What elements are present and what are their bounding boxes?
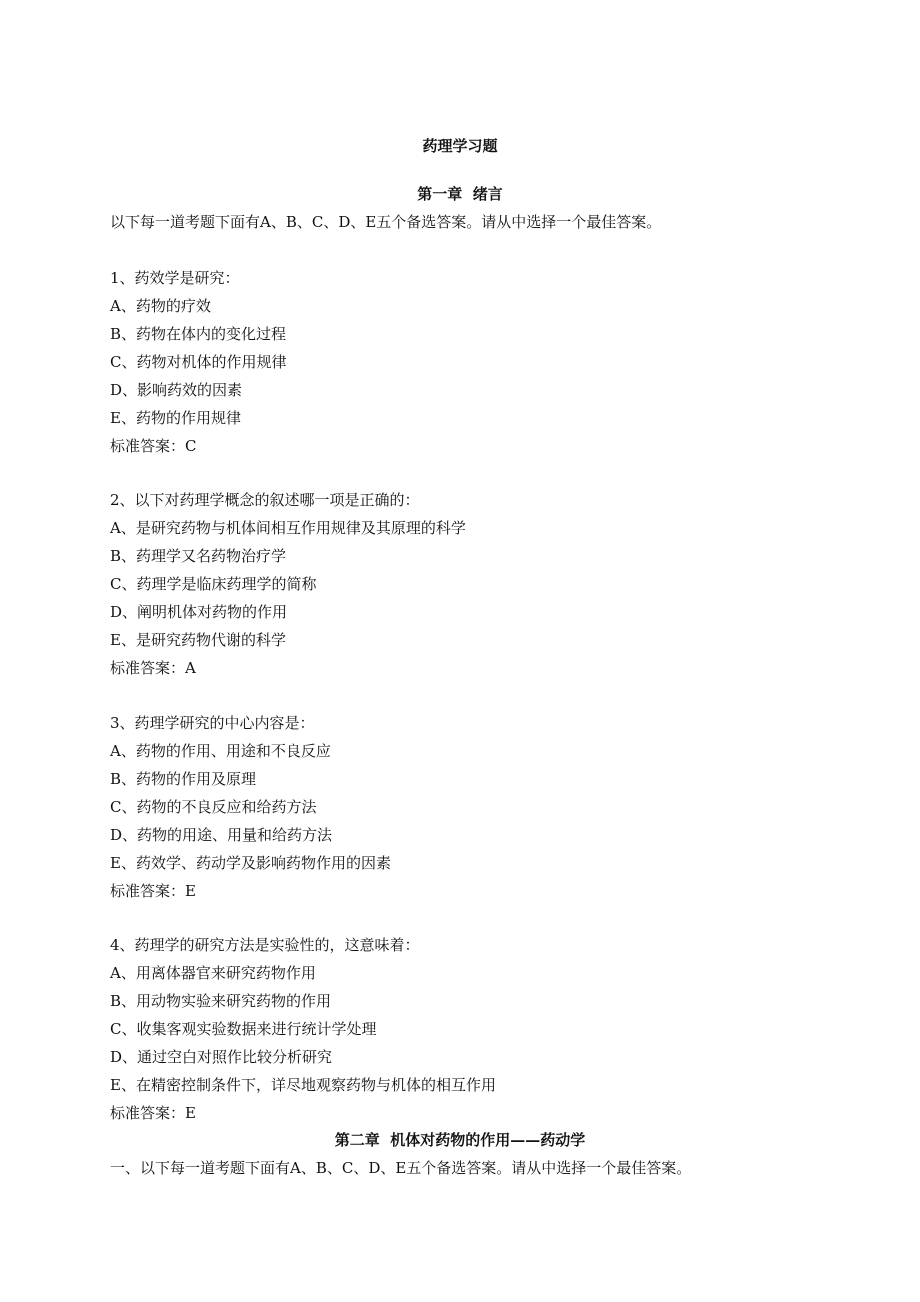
- question-option: E、是研究药物代谢的科学: [110, 631, 286, 649]
- question-answer: 标准答案：E: [110, 882, 196, 900]
- question-option: C、药物的不良反应和给药方法: [110, 798, 317, 816]
- question-option: D、通过空白对照作比较分析研究: [110, 1048, 333, 1066]
- chapter2-instruction: 一、以下每一道考题下面有A、B、C、D、E五个备选答案。请从中选择一个最佳答案。: [110, 1159, 692, 1177]
- chapter1-heading: 第一章 绪言: [417, 185, 503, 203]
- question-option: A、药物的疗效: [110, 297, 211, 315]
- question-stem: 4、药理学的研究方法是实验性的，这意味着：: [110, 936, 420, 954]
- question-option: A、药物的作用、用途和不良反应: [110, 742, 331, 760]
- question-option: D、影响药效的因素: [110, 381, 243, 399]
- question-option: B、药物的作用及原理: [110, 770, 257, 788]
- question-answer: 标准答案：E: [110, 1104, 196, 1122]
- question-option: E、药物的作用规律: [110, 409, 241, 427]
- question-answer: 标准答案：A: [110, 659, 196, 677]
- question-option: E、在精密控制条件下，详尽地观察药物与机体的相互作用: [110, 1076, 496, 1094]
- question-option: B、用动物实验来研究药物的作用: [110, 992, 332, 1010]
- question-option: B、药物在体内的变化过程: [110, 325, 287, 343]
- question-option: A、是研究药物与机体间相互作用规律及其原理的科学: [110, 519, 466, 537]
- question-option: D、阐明机体对药物的作用: [110, 603, 288, 621]
- document-title: 药理学习题: [422, 137, 498, 155]
- question-option: E、药效学、药动学及影响药物作用的因素: [110, 854, 391, 872]
- question-stem: 3、药理学研究的中心内容是：: [110, 714, 315, 732]
- question-option: B、药理学又名药物治疗学: [110, 547, 287, 565]
- question-stem: 2、以下对药理学概念的叙述哪一项是正确的：: [110, 491, 420, 509]
- question-option: D、药物的用途、用量和给药方法: [110, 826, 333, 844]
- question-option: A、用离体器官来研究药物作用: [110, 964, 316, 982]
- question-option: C、药物对机体的作用规律: [110, 353, 287, 371]
- question-answer: 标准答案：C: [110, 437, 197, 455]
- question-option: C、收集客观实验数据来进行统计学处理: [110, 1020, 377, 1038]
- chapter2-heading: 第二章 机体对药物的作用——药动学: [334, 1131, 586, 1149]
- question-option: C、药理学是临床药理学的简称: [110, 575, 317, 593]
- chapter1-instruction: 以下每一道考题下面有A、B、C、D、E五个备选答案。请从中选择一个最佳答案。: [110, 213, 662, 231]
- question-stem: 1、药效学是研究：: [110, 269, 240, 287]
